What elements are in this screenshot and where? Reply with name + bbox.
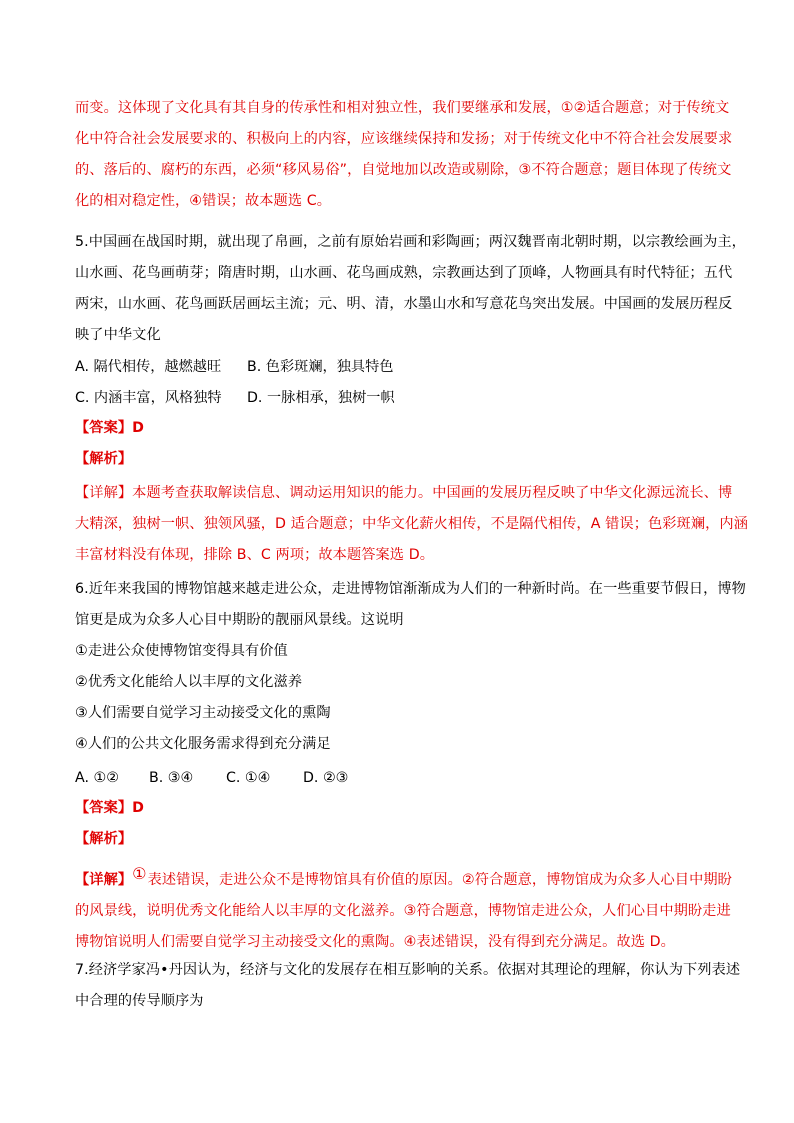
q6-option-d: D. ②③ — [303, 770, 349, 786]
text-line: 馆更是成为众多人心目中期盼的靓丽风景线。这说明 — [75, 612, 404, 628]
text-line: 的风景线，说明优秀文化能给人以丰厚的文化滋养。③符合题意，博物馆走进公众，人们心目中期盼走进 — [75, 903, 731, 919]
statement-item: ③人们需要自觉学习主动接受文化的熏陶 — [75, 705, 331, 721]
text-line: 7.经济学家冯•丹因认为，经济与文化的发展存在相互影响的关系。依据对其理论的理解，你认为下列表述 — [75, 962, 741, 978]
text-line: 6.近年来我国的博物馆越来越走进公众，走进博物馆渐渐成为人们的一种新时尚。在一些重要节假日，博物 — [75, 581, 746, 597]
text-line: 化的相对稳定性，④错误；故本题选 C。 — [75, 193, 332, 209]
text-line: 【详解】本题考查获取解读信息、调动运用知识的能力。中国画的发展历程反映了中华文化源远流长、博 — [75, 485, 733, 501]
analysis-label: 【解析】 — [75, 451, 133, 467]
text-line: 5.中国画在战国时期，就出现了帛画，之前有原始岩画和彩陶画；两汉魏晋南北朝时期，以宗教绘画为主， — [75, 234, 746, 250]
q6-option-b: B. ③④ — [149, 770, 194, 786]
q5-answer-block — [75, 413, 725, 475]
text-line: 中合理的传导顺序为 — [75, 993, 204, 1009]
question-6-stem — [75, 574, 746, 636]
q5-option-c: C. 内涵丰富，风格独特 — [75, 390, 222, 406]
q6-option-c: C. ①④ — [226, 770, 271, 786]
question-5-stem — [75, 227, 746, 351]
q6-statements — [75, 636, 725, 760]
text-line: 化中符合社会发展要求的、积极向上的内容，应该继续保持和发扬；对于传统文化中不符合社会发展要求 — [75, 131, 733, 147]
q5-option-a: A. 隔代相传，越燃越旺 — [75, 359, 222, 375]
text-line: 丰富材料没有体现，排除 B、C 两项；故本题答案选 D。 — [75, 547, 435, 563]
text-line: 博物馆说明人们需要自觉学习主动接受文化的熏陶。④表述错误，没有得到充分满足。故选 D。 — [75, 934, 675, 950]
q6-option-a: A. ①② — [75, 770, 119, 786]
statement-item: ④人们的公共文化服务需求得到充分满足 — [75, 736, 331, 752]
q6-answer-block — [75, 793, 725, 855]
text-line: 而变。这体现了文化具有其自身的传承性和相对独立性，我们要继承和发展，①②适合题意；对于传统文 — [75, 100, 730, 116]
question-7-stem — [75, 955, 741, 1017]
text-line: 的、落后的、腐朽的东西，必须“移风易俗”，自觉地加以改造或剔除，③不符合题意；题目体现了传统文 — [75, 162, 732, 178]
q4-analysis-continuation — [75, 93, 733, 217]
text-line: 大精深，独树一帜、独领风骚，D 适合题意；中华文化薪火相传，不是隔代相传，A 错误；色彩斑斓，内涵 — [75, 516, 748, 532]
text-line: 山水画、花鸟画萌芽；隋唐时期，山水画、花鸟画成熟，宗教画达到了顶峰，人物画具有时代特征；五代 — [75, 265, 733, 281]
text-line: 映了中华文化 — [75, 327, 161, 343]
q5-option-d: D. 一脉相承，独树一帜 — [247, 390, 395, 406]
q5-option-b: B. 色彩斑斓，独具特色 — [247, 359, 394, 375]
answer-label: 【答案】D — [75, 420, 145, 436]
analysis-label: 【解析】 — [75, 831, 133, 847]
text-line — [75, 858, 732, 896]
q6-detail — [75, 858, 732, 958]
circled-number: ① — [132, 864, 147, 883]
statement-item: ②优秀文化能给人以丰厚的文化滋养 — [75, 674, 303, 690]
text-line: 两宋，山水画、花鸟画跃居画坛主流；元、明、清，水墨山水和写意花鸟突出发展。中国画的发展历程反 — [75, 296, 733, 312]
detail-text: 表述错误，走进公众不是博物馆具有价值的原因。②符合题意，博物馆成为众多人心目中期盼 — [147, 872, 732, 888]
answer-label: 【答案】D — [75, 800, 145, 816]
detail-label: 【详解】 — [75, 872, 133, 888]
q5-detail — [75, 478, 748, 571]
statement-item: ①走进公众使博物馆变得具有价值 — [75, 643, 288, 659]
